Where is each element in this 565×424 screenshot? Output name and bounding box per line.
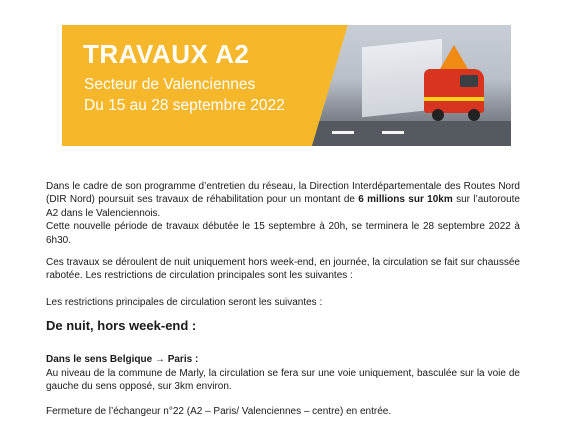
intro-paragraph-4 — [46, 296, 520, 309]
direction-paragraph — [46, 367, 520, 394]
interchange-closure: Fermeture de l’échangeur n°22 (A2 – Paris/ Valenciennes – centre) en entrée. — [46, 406, 392, 417]
intro-text: sur l’autoroute A2 dans le Valenciennois. — [46, 194, 520, 219]
restrictions-intro: Ces travaux se déroulent de nuit uniquement hors week-end, en journée, la circulation se fait sur chaussée rabotée. Les restrictions de circulation principales sont les suivantes : — [46, 257, 520, 282]
marly-restriction: Au niveau de la commune de Marly, la circulation se fera sur une voie uniquement, basculée sur la voie de gauche du sens opposé, sur 3km environ. — [46, 368, 520, 393]
warning-sign-icon — [440, 45, 468, 69]
restrictions-lead: Les restrictions principales de circulation seront les suivantes : — [46, 297, 323, 308]
budget-amount: 6 millions sur 10km — [358, 194, 453, 206]
banner-subtitle: Secteur de Valenciennes — [84, 76, 256, 93]
direction-subheading: Dans le sens Belgique → Paris : — [46, 354, 199, 365]
banner-title: TRAVAUX A2 — [83, 39, 250, 69]
van-stripe — [424, 97, 484, 101]
maintenance-van — [424, 69, 484, 113]
lane-marking — [382, 131, 404, 134]
intro-text: Dans le cadre de son programme d’entretien du réseau, la Direction Interdépartementale des Routes Nord (DIR Nord) poursuit ses travaux de réhabilitation pour un montant de — [46, 181, 520, 206]
lane-marking — [332, 131, 354, 134]
interchange-paragraph — [46, 405, 520, 418]
intro-paragraph-2: Cette nouvelle période de travaux débutée le 15 septembre à 20h, se terminera le 28 septembre 2022 à 6h30. — [46, 221, 520, 246]
banner-dates: Du 15 au 28 septembre 2022 — [84, 97, 285, 114]
header-banner — [62, 25, 511, 146]
intro-paragraph-1 — [46, 180, 520, 247]
roadwork-photo — [312, 25, 511, 146]
van-window — [460, 75, 478, 87]
wheel — [468, 109, 480, 121]
intro-paragraph-3 — [46, 256, 520, 283]
wheel — [432, 109, 444, 121]
section-heading: De nuit, hors week-end : — [46, 318, 197, 333]
